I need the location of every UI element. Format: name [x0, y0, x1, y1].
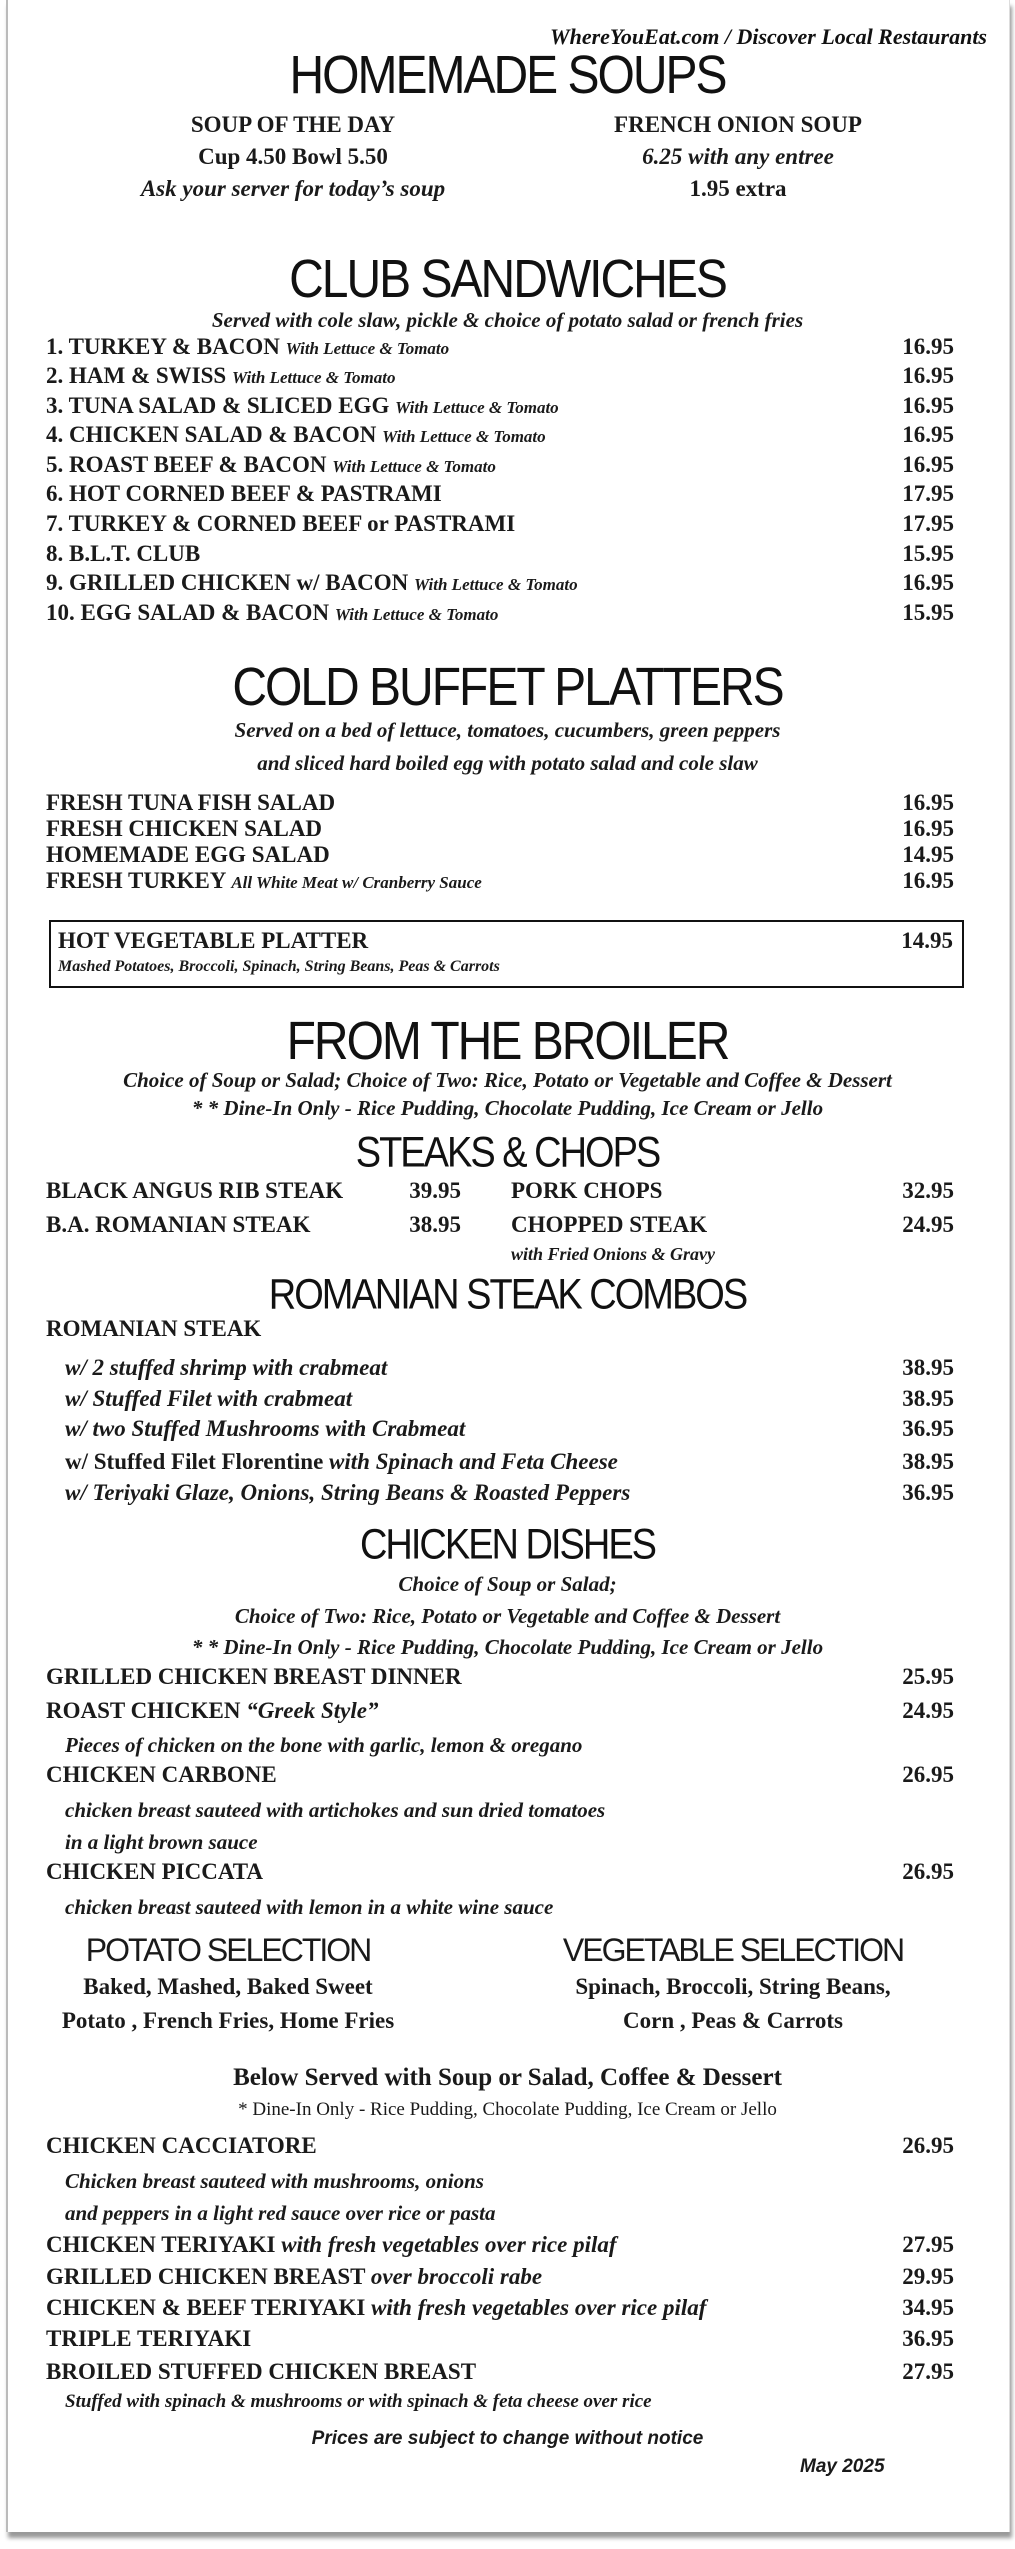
- item-name: GRILLED CHICKEN BREAST DINNER: [46, 1664, 462, 1689]
- item-desc: with fresh vegetables over rice pilaf: [281, 2232, 617, 2257]
- item-price: 26.95: [902, 2133, 954, 2158]
- menu-item: [46, 842, 954, 868]
- chicken-sub1: Choice of Soup or Salad;: [398, 1572, 617, 1596]
- item-price: 34.95: [902, 2295, 954, 2320]
- menu-item: [65, 1355, 954, 1381]
- item-desc: with Fried Onions & Gravy: [511, 1244, 716, 1264]
- menu-item: [65, 1416, 954, 1442]
- item-price: 17.95: [902, 511, 954, 536]
- item-price: 24.95: [902, 1212, 954, 1237]
- french-onion-soup: [548, 112, 928, 202]
- item-name: FRESH TUNA FISH SALAD: [46, 790, 336, 815]
- item-note: Stuffed with spinach & mushrooms or with spinach & feta cheese over rice: [65, 2391, 652, 2412]
- menu-item: [46, 600, 954, 626]
- item-price: 25.95: [902, 1664, 954, 1689]
- item-desc: over broccoli rabe: [370, 2264, 543, 2289]
- menu-item: [46, 2264, 954, 2290]
- item-desc: With Lettuce & Tomato: [231, 368, 396, 387]
- combos-title: ROMANIAN STEAK COMBOS: [268, 1271, 747, 1319]
- chicken-title: CHICKEN DISHES: [359, 1521, 656, 1569]
- item-price: 16.95: [902, 393, 954, 418]
- item-name: w/ two Stuffed Mushrooms with Crabmeat: [65, 1416, 466, 1441]
- item-name: GRILLED CHICKEN BREAST: [46, 2264, 366, 2289]
- menu-item: [46, 790, 954, 816]
- item-price: 15.95: [902, 541, 954, 566]
- item-name: w/ Stuffed Filet Florentine: [65, 1449, 324, 1474]
- item-price: 16.95: [902, 422, 954, 447]
- item-note: Pieces of chicken on the bone with garlic, lemon & oregano: [65, 1733, 583, 1757]
- item-price: 16.95: [902, 868, 954, 893]
- item-price: 16.95: [902, 452, 954, 477]
- menu-item: [511, 1212, 954, 1238]
- item-price: 38.95: [409, 1212, 461, 1237]
- menu-item: [46, 1212, 461, 1238]
- menu-date: May 2025: [800, 2456, 885, 2477]
- item-price: 15.95: [902, 600, 954, 625]
- menu-item: [46, 570, 954, 596]
- item-name: 3. TUNA SALAD & SLICED EGG: [46, 393, 390, 418]
- item-name: 7. TURKEY & CORNED BEEF or PASTRAMI: [46, 511, 516, 536]
- menu-item: [46, 2295, 954, 2321]
- item-note: chicken breast sauteed with artichokes and sun dried tomatoes: [65, 1798, 606, 1822]
- item-desc: Mashed Potatoes, Broccoli, Spinach, String Beans, Peas & Carrots: [58, 958, 500, 975]
- item-desc: With Lettuce & Tomato: [334, 605, 499, 624]
- club-subtitle: Served with cole slaw, pickle & choice of potato salad or french fries: [211, 308, 804, 332]
- item-price: 16.95: [902, 570, 954, 595]
- cold-sub2: and sliced hard boiled egg with potato salad and cole slaw: [257, 751, 758, 775]
- item-name: CHICKEN TERIYAKI: [46, 2232, 276, 2257]
- item-name: 5. ROAST BEEF & BACON: [46, 452, 327, 477]
- menu-item: [46, 2133, 954, 2159]
- item-name: CHOPPED STEAK: [511, 1212, 708, 1237]
- item-name: 4. CHICKEN SALAD & BACON: [46, 422, 377, 447]
- item-desc: With Lettuce & Tomato: [332, 457, 496, 476]
- menu-item: [46, 481, 954, 507]
- broiler-title: FROM THE BROILER: [286, 1011, 729, 1072]
- menu-item: [46, 2232, 954, 2258]
- item-note: chicken breast sauteed with lemon in a white wine sauce: [65, 1895, 554, 1919]
- menu-item: [511, 1178, 954, 1204]
- menu-item: [65, 1386, 954, 1412]
- item-name: 2. HAM & SWISS: [46, 363, 227, 388]
- item-price: 27.95: [902, 2232, 954, 2257]
- item-name: FRESH TURKEY: [46, 868, 226, 893]
- menu-item: [46, 1762, 954, 1788]
- item-desc: “Greek Style”: [246, 1698, 379, 1723]
- item-price: 36.95: [902, 1416, 954, 1441]
- item-desc: With Lettuce & Tomato: [285, 339, 450, 358]
- vegetable-line1: Spinach, Broccoli, String Beans,: [575, 1974, 891, 1999]
- item-name: w/ 2 stuffed shrimp with crabmeat: [65, 1355, 388, 1380]
- item-name: ROMANIAN STEAK: [46, 1316, 262, 1341]
- item-price: 16.95: [902, 816, 954, 841]
- item-name: 9. GRILLED CHICKEN w/ BACON: [46, 570, 409, 595]
- item-price: 16.95: [902, 790, 954, 815]
- menu-item: [65, 1449, 954, 1475]
- item-name: HOT VEGETABLE PLATTER: [58, 928, 369, 953]
- menu-item: [46, 422, 954, 448]
- soup-name: SOUP OF THE DAY: [190, 112, 396, 137]
- item-price: 26.95: [902, 1859, 954, 1884]
- item-name: CHICKEN & BEEF TERIYAKI: [46, 2295, 366, 2320]
- price-notice: Prices are subject to change without notice: [311, 2428, 704, 2449]
- item-name: 1. TURKEY & BACON: [46, 334, 280, 359]
- vegetable-title: VEGETABLE SELECTION: [562, 1932, 904, 1968]
- item-note: Chicken breast sauteed with mushrooms, onions: [65, 2169, 484, 2193]
- item-note: and peppers in a light red sauce over rice or pasta: [65, 2201, 496, 2225]
- soup-name: FRENCH ONION SOUP: [614, 112, 862, 137]
- item-name: FRESH CHICKEN SALAD: [46, 816, 323, 841]
- soup-note: 1.95 extra: [689, 176, 787, 201]
- item-name: 10. EGG SALAD & BACON: [46, 600, 330, 625]
- menu-item: [46, 511, 954, 537]
- item-name: 6. HOT CORNED BEEF & PASTRAMI: [46, 481, 442, 506]
- menu-item: [46, 363, 954, 389]
- item-price: 16.95: [902, 363, 954, 388]
- menu-item: [46, 1859, 954, 1885]
- item-name: w/ Stuffed Filet with crabmeat: [65, 1386, 353, 1411]
- item-price: 32.95: [902, 1178, 954, 1203]
- club-title: CLUB SANDWICHES: [289, 249, 726, 310]
- item-desc: with Spinach and Feta Cheese: [329, 1449, 618, 1474]
- menu-item: [46, 816, 954, 842]
- item-desc: With Lettuce & Tomato: [414, 575, 578, 594]
- potato-title: POTATO SELECTION: [85, 1932, 371, 1968]
- item-price: 16.95: [902, 334, 954, 359]
- item-price: 27.95: [902, 2359, 954, 2384]
- item-name: B.A. ROMANIAN STEAK: [46, 1212, 311, 1237]
- item-price: 38.95: [902, 1386, 954, 1411]
- soup-price: Cup 4.50 Bowl 5.50: [198, 144, 388, 169]
- item-name: CHICKEN CACCIATORE: [46, 2133, 317, 2158]
- item-name: w/ Teriyaki Glaze, Onions, String Beans & Roasted Peppers: [65, 1480, 631, 1505]
- chicken-sub2: Choice of Two: Rice, Potato or Vegetable and Coffee & Dessert: [234, 1604, 781, 1628]
- item-desc: All White Meat w/ Cranberry Sauce: [231, 873, 482, 892]
- menu-item: [46, 393, 954, 419]
- menu-item: [58, 928, 953, 954]
- steaks-title: STEAKS & CHOPS: [355, 1129, 660, 1177]
- soups-title: HOMEMADE SOUPS: [289, 45, 726, 106]
- menu-item: [46, 452, 954, 478]
- watermark: WhereYouEat.com / Discover Local Restaurants: [550, 24, 987, 49]
- item-name: CHICKEN PICCATA: [46, 1859, 264, 1884]
- menu-item: [46, 2326, 954, 2352]
- item-price: 36.95: [902, 1480, 954, 1505]
- item-desc: with fresh vegetables over rice pilaf: [371, 2295, 707, 2320]
- item-name: 8. B.L.T. CLUB: [46, 541, 201, 566]
- potato-line1: Baked, Mashed, Baked Sweet: [83, 1974, 373, 1999]
- item-note: in a light brown sauce: [65, 1830, 258, 1854]
- chicken-sub3: * * Dine-In Only - Rice Pudding, Chocolate Pudding, Ice Cream or Jello: [191, 1635, 824, 1659]
- menu-item: [46, 1178, 461, 1204]
- combo-head: [46, 1316, 954, 1342]
- soup-price: [548, 144, 928, 170]
- item-price: 24.95: [902, 1698, 954, 1723]
- menu-item: [46, 1698, 954, 1724]
- menu-item: [65, 1480, 954, 1506]
- item-price: 38.95: [902, 1355, 954, 1380]
- item-name: BLACK ANGUS RIB STEAK: [46, 1178, 344, 1203]
- menu-item: [46, 1664, 954, 1690]
- item-price: 14.95: [902, 842, 954, 867]
- item-price: 39.95: [409, 1178, 461, 1203]
- below-sub: * Dine-In Only - Rice Pudding, Chocolate Pudding, Ice Cream or Jello: [238, 2099, 777, 2120]
- item-desc: With Lettuce & Tomato: [382, 427, 546, 446]
- menu-item: [46, 334, 954, 360]
- item-price: 26.95: [902, 1762, 954, 1787]
- item-price: 29.95: [902, 2264, 954, 2289]
- vegetable-line2: Corn , Peas & Carrots: [623, 2008, 843, 2033]
- menu-item: [46, 541, 954, 567]
- item-desc: With Lettuce & Tomato: [395, 398, 559, 417]
- menu-item: [46, 868, 954, 894]
- item-name: CHICKEN CARBONE: [46, 1762, 277, 1787]
- soup-of-day: [113, 112, 473, 202]
- broiler-sub1: Choice of Soup or Salad; Choice of Two: Rice, Potato or Vegetable and Coffee & Dessert: [123, 1068, 892, 1092]
- item-price: 36.95: [902, 2326, 954, 2351]
- menu-item: [46, 2359, 954, 2385]
- item-name: ROAST CHICKEN: [46, 1698, 241, 1723]
- soup-note: Ask your server for today’s soup: [140, 176, 446, 201]
- item-name: HOMEMADE EGG SALAD: [46, 842, 330, 867]
- soup-price-text: 6.25 with any entree: [642, 144, 834, 169]
- cold-sub1: Served on a bed of lettuce, tomatoes, cucumbers, green peppers: [234, 718, 781, 742]
- cold-title: COLD BUFFET PLATTERS: [232, 657, 783, 718]
- broiler-sub2: * * Dine-In Only - Rice Pudding, Chocolate Pudding, Ice Cream or Jello: [191, 1096, 824, 1120]
- item-price: 17.95: [902, 481, 954, 506]
- item-name: BROILED STUFFED CHICKEN BREAST: [46, 2359, 477, 2384]
- item-price: 14.95: [901, 928, 953, 953]
- item-name: PORK CHOPS: [511, 1178, 663, 1203]
- item-price: 38.95: [902, 1449, 954, 1474]
- item-name: TRIPLE TERIYAKI: [46, 2326, 252, 2351]
- potato-line2: Potato , French Fries, Home Fries: [61, 2008, 395, 2033]
- below-title: Below Served with Soup or Salad, Coffee & Dessert: [233, 2064, 782, 2091]
